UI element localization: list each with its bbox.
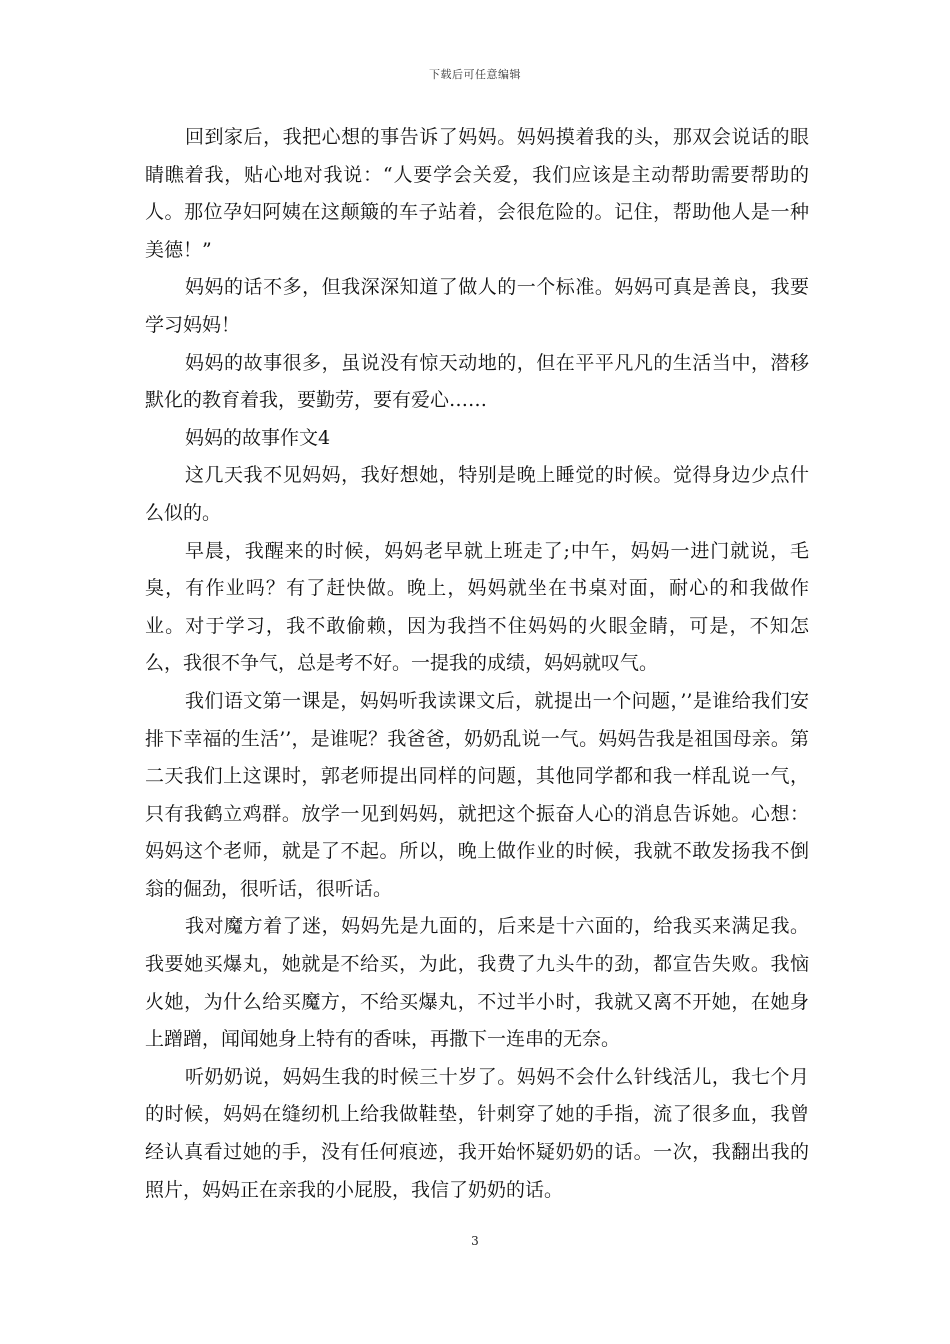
document-body xyxy=(145,119,809,1209)
paragraph-8: 听奶奶说，妈妈生我的时候三十岁了。妈妈不会什么针线活儿，我七个月的时候，妈妈在缝纫机上给我做鞋垫，针刺穿了她的手指，流了很多血，我曾经认真看过她的手，没有任何痕迹，我开始怀疑奶奶的话。一次，我翻出我的照片，妈妈正在亲我的小屁股，我信了奶奶的话。 xyxy=(145,1065,809,1201)
paragraph-6: 我们语文第一课是，妈妈听我读课文后，就提出一个问题，’’是谁给我们安排下幸福的生活’’，是谁呢？我爸爸，奶奶乱说一气。妈妈告我是祖国母亲。第二天我们上这课时，郭老师提出同样的问题，其他同学都和我一样乱说一气，只有我鹤立鸡群。放学一见到妈妈，就把这个振奋人心的消息告诉她。心想：妈妈这个老师，就是了不起。所以，晚上做作业的时候，我就不敢发扬我不倒翁的倔劲，很听话，很听话。 xyxy=(145,689,809,900)
paragraph-7: 我对魔方着了迷，妈妈先是九面的，后来是十六面的，给我买来满足我。我要她买爆丸，她就是不给买，为此，我费了九头牛的劲，都宣告失败。我恼火她，为什么给买魔方，不给买爆丸，不过半小时，我就又离不开她，在她身上蹭蹭，闻闻她身上特有的香味，再撒下一连串的无奈。 xyxy=(145,915,809,1051)
paragraph-3: 妈妈的故事很多，虽说没有惊天动地的，但在平平凡凡的生活当中，潜移默化的教育着我，要勤劳，要有爱心…… xyxy=(145,351,809,412)
paragraph-2: 妈妈的话不多，但我深深知道了做人的一个标准。妈妈可真是善良，我要学习妈妈！ xyxy=(145,276,809,336)
paragraph-4: 这几天我不见妈妈，我好想她，特别是晚上睡觉的时候。觉得身边少点什么似的。 xyxy=(145,464,809,524)
section-heading: 妈妈的故事作文4 xyxy=(185,426,331,449)
paragraph-5: 早晨，我醒来的时候，妈妈老早就上班走了;中午，妈妈一进门就说，毛臭，有作业吗？有了赶快做。晚上，妈妈就坐在书桌对面，耐心的和我做作业。对于学习，我不敢偷赖，因为我挡不住妈妈的火眼金睛，可是，不知怎么，我很不争气，总是考不好。一提我的成绩，妈妈就叹气。 xyxy=(145,539,809,675)
page-header: 下载后可任意编辑 xyxy=(429,68,521,81)
paragraph-1: 回到家后，我把心想的事告诉了妈妈。妈妈摸着我的头，那双会说话的眼睛瞧着我，贴心地对我说：“人要学会关爱，我们应该是主动帮助需要帮助的人。那位孕妇阿姨在这颠簸的车子站着，会很危险的。记住，帮助他人是一种美德！” xyxy=(145,126,809,261)
page-number: 3 xyxy=(471,1234,479,1248)
